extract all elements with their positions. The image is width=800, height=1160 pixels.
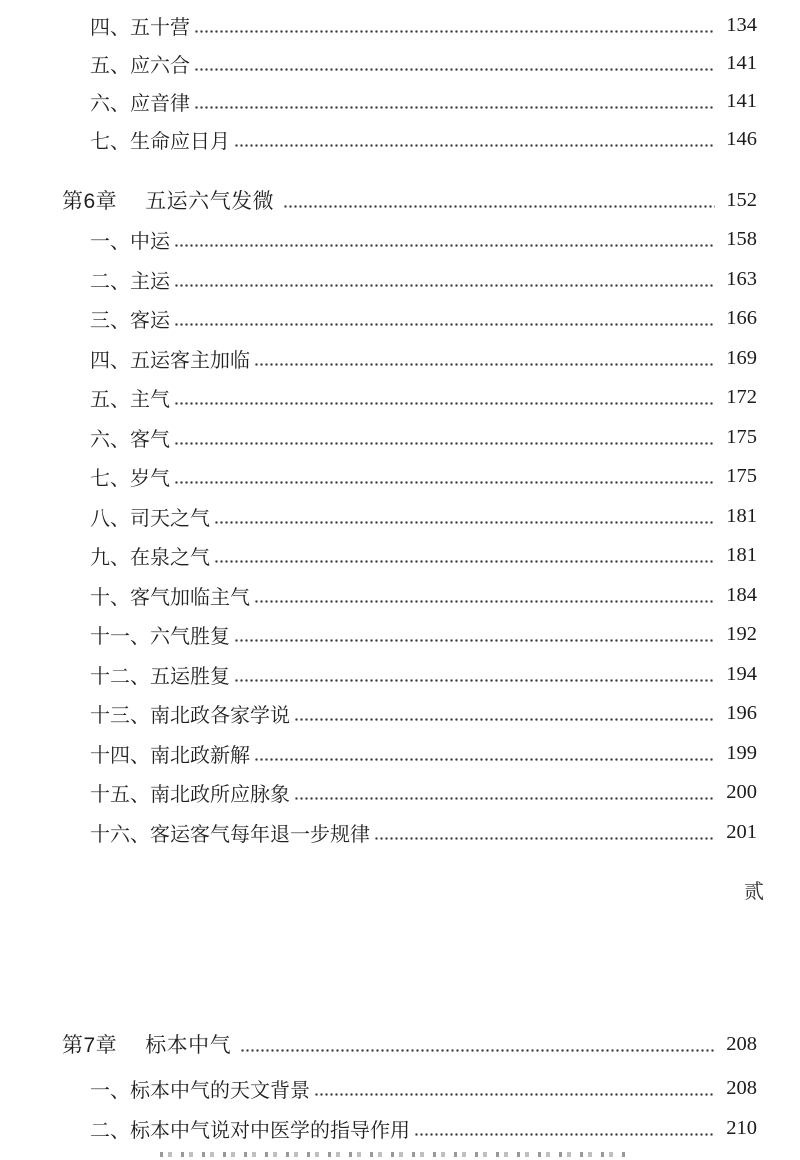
dot-leader: [374, 837, 715, 840]
toc-chapter-entry: [62, 1024, 757, 1064]
dot-leader: [414, 1133, 715, 1136]
dot-leader: [234, 144, 715, 147]
toc-entry: [62, 339, 757, 379]
page-number: 196: [726, 702, 757, 725]
page-number: 181: [726, 544, 757, 567]
dot-leader: [194, 106, 715, 109]
toc-entry: [62, 497, 757, 537]
page-number: 175: [726, 425, 757, 448]
dot-leader: [254, 363, 715, 366]
page-number: 181: [726, 504, 757, 527]
page-number: 210: [726, 1116, 757, 1139]
toc-entry: [62, 813, 757, 853]
entry-label: 九、在泉之气: [90, 547, 210, 570]
page-number: 141: [726, 51, 757, 74]
entry-label: 十、客气加临主气: [90, 586, 250, 609]
page-number: 158: [726, 228, 757, 251]
toc-entry: [62, 615, 757, 655]
entry-label: 十六、客运客气每年退一步规律: [90, 823, 370, 846]
dot-leader: [283, 205, 715, 208]
dot-leader: [254, 758, 715, 761]
page-number: 152: [726, 188, 757, 211]
folio-numeral: 贰: [744, 880, 764, 903]
toc-entry: [62, 299, 757, 339]
dot-leader: [174, 442, 715, 445]
dot-leader: [294, 718, 715, 721]
folio-row: [62, 870, 764, 908]
dot-leader: [174, 284, 715, 287]
page-number: 199: [726, 741, 757, 764]
toc-entry: [62, 120, 757, 158]
dot-leader: [174, 244, 715, 247]
page-number: 172: [726, 386, 757, 409]
dot-leader: [174, 481, 715, 484]
toc-entry: [62, 734, 757, 774]
toc-entry: [62, 773, 757, 813]
page-number: 208: [726, 1032, 757, 1055]
entry-label: 十四、南北政新解: [90, 744, 250, 767]
toc-entry: [62, 576, 757, 616]
toc-entry: [62, 655, 757, 695]
page-number: 166: [726, 307, 757, 330]
dot-leader: [234, 639, 715, 642]
entry-label: 六、客气: [90, 428, 170, 451]
entry-label: 十三、南北政各家学说: [90, 705, 290, 728]
entry-label: 一、标本中气的天文背景: [90, 1079, 310, 1102]
toc-entry: [62, 44, 757, 82]
page-number: 201: [726, 820, 757, 843]
entry-label: 二、标本中气说对中医学的指导作用: [90, 1119, 410, 1142]
toc-entry: [62, 220, 757, 260]
dot-leader: [240, 1049, 715, 1052]
toc-entry: [62, 260, 757, 300]
toc-entry: [62, 418, 757, 458]
toc-entry: [62, 6, 757, 44]
page-number: 194: [726, 662, 757, 685]
entry-label: 二、主运: [90, 270, 170, 293]
entry-label: 六、应音律: [90, 92, 190, 115]
entry-label: 一、中运: [90, 231, 170, 254]
dot-leader: [214, 560, 715, 563]
dot-leader: [314, 1093, 715, 1096]
entry-label: 五、应六合: [90, 54, 190, 77]
toc-entry: [62, 82, 757, 120]
entry-label: 十二、五运胜复: [90, 665, 230, 688]
dot-leader: [214, 521, 715, 524]
toc-entry: [62, 1068, 757, 1108]
page-number: 175: [726, 465, 757, 488]
entry-label: 五、主气: [90, 389, 170, 412]
dot-leader: [194, 68, 715, 71]
dot-leader: [174, 402, 715, 405]
toc-entry: [62, 457, 757, 497]
dot-leader: [194, 30, 715, 33]
page-number: 163: [726, 267, 757, 290]
entry-label: 七、生命应日月: [90, 130, 230, 153]
chapter-label: 第6章: [62, 190, 118, 213]
dot-leader: [234, 679, 715, 682]
chapter-label: 第7章: [62, 1034, 118, 1057]
dot-leader: [294, 797, 715, 800]
entry-label: 三、客运: [90, 310, 170, 333]
entry-label: 四、五运客主加临: [90, 349, 250, 372]
page-number: 192: [726, 623, 757, 646]
entry-label: 四、五十营: [90, 16, 190, 39]
page-number: 134: [726, 13, 757, 36]
entry-label: 十五、南北政所应脉象: [90, 784, 290, 807]
page-number: 208: [726, 1076, 757, 1099]
toc-entry: [62, 378, 757, 418]
entry-label: 七、岁气: [90, 468, 170, 491]
clipped-next-entry: [62, 1152, 757, 1160]
entry-label: 十一、六气胜复: [90, 626, 230, 649]
entry-label: 八、司天之气: [90, 507, 210, 530]
page-number: 184: [726, 583, 757, 606]
page-number: 200: [726, 781, 757, 804]
page-number: 146: [726, 127, 757, 150]
dot-leader: [174, 323, 715, 326]
dot-leader: [254, 600, 715, 603]
toc-chapter-entry: [62, 180, 757, 220]
chapter-title: 标本中气: [145, 1034, 232, 1057]
toc-entry: [62, 536, 757, 576]
toc-entry: [62, 1108, 757, 1148]
clipped-glyph-tops: [160, 1152, 630, 1157]
chapter-title: 五运六气发微: [145, 190, 275, 213]
toc-entry: [62, 694, 757, 734]
page-number: 169: [726, 346, 757, 369]
page-number: 141: [726, 89, 757, 112]
